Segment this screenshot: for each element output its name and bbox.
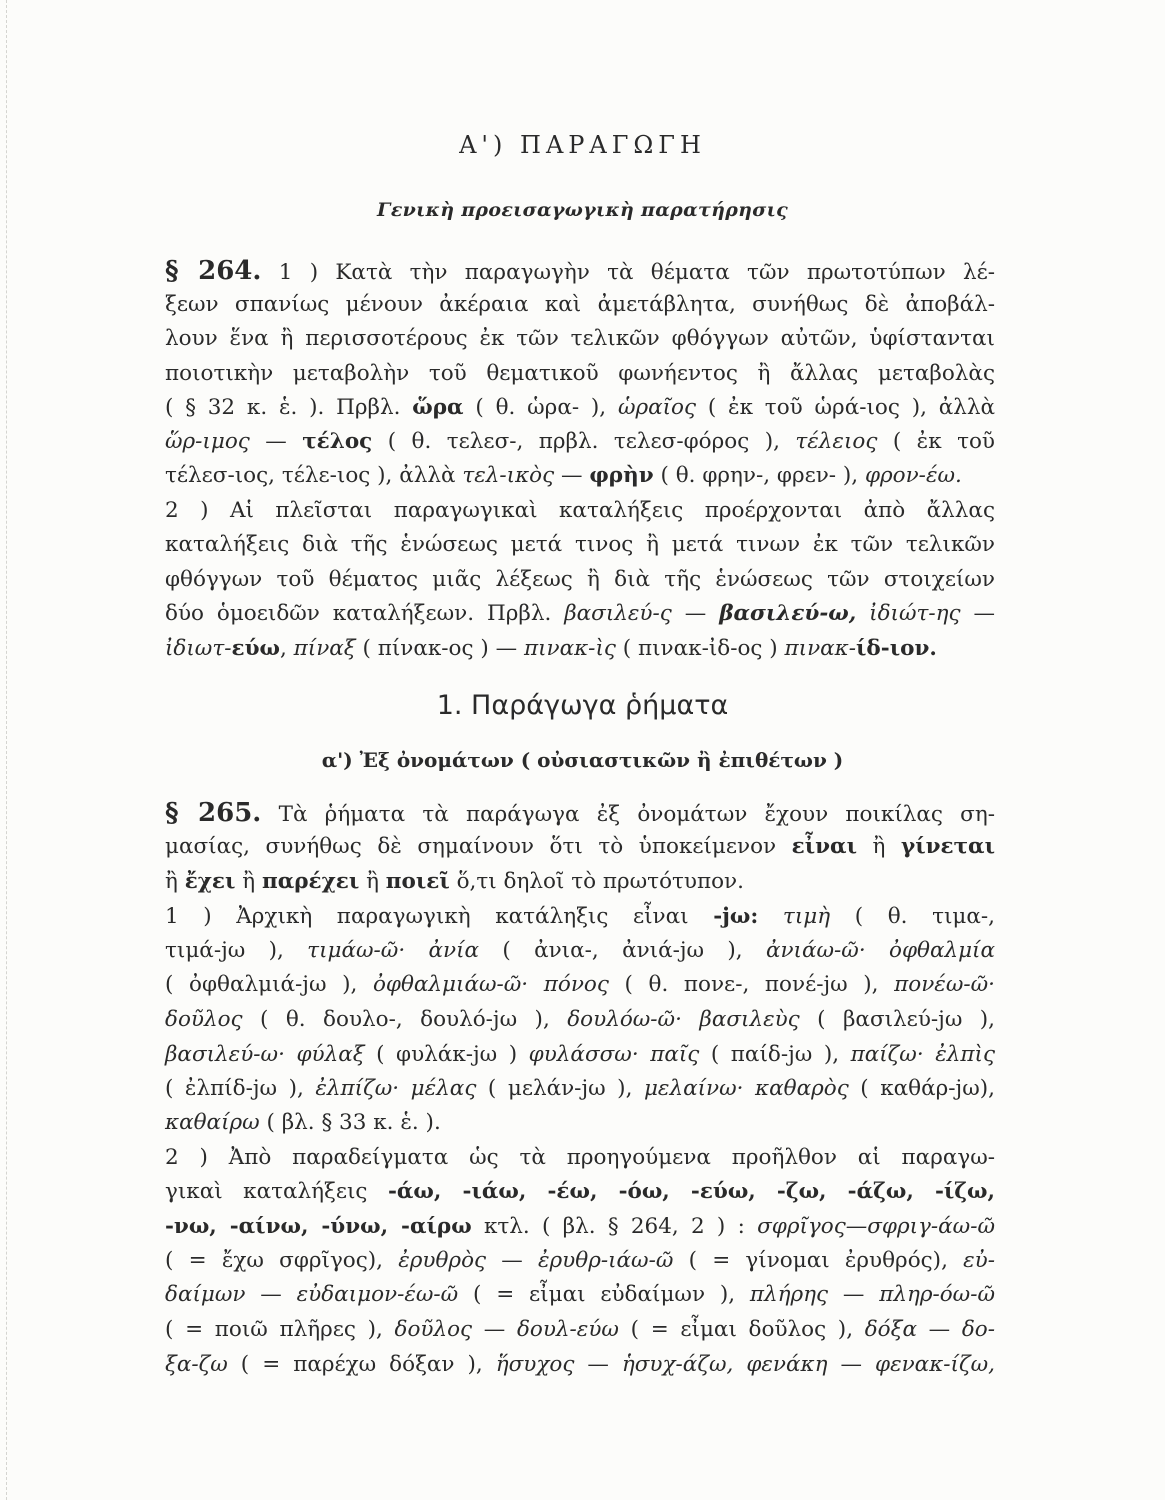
text-span [866,938,889,963]
text-span: ἢ [165,869,185,894]
text-span: ( = ἔχω σφρῖγος), [165,1248,399,1273]
text-span: ( θ. τελεσ-, πρβλ. τελεσ-φόρος ), [372,429,796,454]
text-span: ( ἐλπίδ-jω ), [165,1076,316,1101]
text-span: ( καθάρ-jω), [848,1076,995,1101]
italic-term: σφρῖγος—σφριγ-άω-ῶ [757,1214,996,1239]
text-span: ἢ [857,834,901,859]
italic-term: δουλ-εύω [516,1317,619,1342]
text-span: ( = γίνομαι ἐρυθρός), [673,1248,964,1273]
text-span: ( = εἶμαι δοῦλος ), [618,1317,865,1342]
text-line [165,632,995,666]
text-span: — [249,429,303,454]
text-line: ξεων σπανίως μένουν ἀκέραια καὶ ἀμετάβλητα, συνήθως δὲ ἀποβάλ- [165,292,995,317]
text-line: φθόγγων τοῦ θέματος μιᾶς λέξεως ἢ διὰ τῆς ἑνώσεως τῶν στοιχείων [165,567,995,592]
subsection-title: α') Ἐξ ὀνομάτων ( οὐσιαστικῶν ἢ ἐπιθέτων ) [321,748,844,772]
chapter-subheading: Γενικὴ προεισαγωγικὴ παρατήρησις [377,199,788,221]
text-line [165,1106,995,1140]
text-line [165,1348,995,1382]
text-span: ( βλ. § 33 κ. ἑ. ). [259,1110,441,1135]
italic-term: καθαίρω [165,1110,260,1135]
text-span: ( § 32 κ. ἑ. ). Πρβλ. [165,395,413,420]
bold-term: φρὴν [589,463,654,488]
bold-term: -νω, -αίνω, -ύνω, -αίρω [165,1214,472,1239]
italic-term: τιμὴ [782,904,831,929]
text-line [165,425,995,459]
text-line [165,1278,995,1312]
italic-term: τελ-ικὸς [462,463,555,488]
text-line [165,1210,995,1244]
text-span: ἢ [359,869,386,894]
text-span: — [245,1282,297,1307]
text-span: — [916,1317,962,1342]
text-span [856,601,869,626]
italic-term: ἰδιώτ-ης [869,601,961,626]
text-span: ἢ [235,869,262,894]
italic-term: τέλειος [795,429,878,454]
italic-term: ὀφθαλμιάω-ῶ· [372,972,529,997]
text-span: 1 ) Ἀρχικὴ παραγωγικὴ κατάληξις εἶναι [165,904,714,929]
italic-term: δοῦλος [165,1007,243,1032]
text-span [285,1042,297,1067]
text-span: — [574,1352,622,1377]
bold-term: ἔχει [184,869,236,894]
text-line [165,1003,995,1037]
text-span: ( θ. ὡρα- ), [463,395,618,420]
bold-term: τέλος [302,429,373,454]
italic-term: ὡραῖος [617,395,697,420]
text-line [165,900,995,934]
italic-term: φενάκη [746,1352,828,1377]
text-span: ( θ. δουλο-, δουλό-jω ), [242,1007,568,1032]
text-span: — [827,1352,876,1377]
text-span: ( πινακ-ἰδ-ος ) [615,636,785,661]
text-span [399,1076,411,1101]
text-line [165,391,995,425]
bold-term: εἶναι [791,834,857,859]
text-span [733,1352,746,1377]
italic-term: δο- [961,1317,995,1342]
text-line [165,1175,995,1209]
italic-term: παῖς [650,1042,700,1067]
italic-term: πινακ- [784,636,857,661]
italic-term: τιμάω-ῶ· [307,938,406,963]
text-span [758,904,783,929]
text-span [639,1042,651,1067]
bold-term: παρέχει [261,869,360,894]
italic-term: καθαρὸς [755,1076,849,1101]
italic-term: βασιλεύ-ω· [165,1042,285,1067]
italic-term: φενακ-ίζω, [875,1352,996,1377]
italic-term: εὐ- [963,1248,995,1273]
text-line: ποιοτικὴν μεταβολὴν τοῦ θεματικοῦ φωνήεντος ἢ ἄλλας μεταβολὰς [165,361,995,386]
text-span: 1 ) Κατὰ τὴν παραγωγὴν τὰ θέματα τῶν πρωτοτύπων λέ- [261,260,995,285]
text-span: ( παίδ-jω ), [699,1042,851,1067]
text-span: ( φυλάκ-jω ) [364,1042,529,1067]
italic-term: πόνος [543,972,609,997]
bold-term: γίνεται [901,834,995,859]
text-span: , [279,636,294,661]
italic-term: δοῦλος [394,1317,473,1342]
italic-term: ἐρυθρὸς [398,1248,487,1273]
text-span: Τὰ ῥήματα τὰ παράγωγα ἐξ ὀνομάτων ἔχουν ποικίλας ση- [261,802,995,827]
italic-term: βασιλεύ-ς [564,601,672,626]
section-title: 1. Παράγωγα ῥήματα [436,690,729,721]
text-line [165,830,995,864]
text-span [924,1042,936,1067]
text-line: 2 ) Ἀπὸ παραδείγματα ὡς τὰ προηγούμενα προῆλθον αἱ παραγω- [165,1145,995,1170]
bold-term: ὥρα [412,395,464,420]
text-span: — [472,1317,517,1342]
text-span: ὅ,τι δηλοῖ τὸ πρωτότυπον. [449,869,744,894]
text-span: — [486,1248,538,1273]
italic-term: ἐλπὶς [935,1042,995,1067]
text-span: ( = εἶμαι εὐδαίμων ), [458,1282,750,1307]
italic-term: ὀφθαλμία [889,938,996,963]
bold-term: ίδ-ιον. [856,636,937,661]
text-line [165,1313,995,1347]
text-line [165,1072,995,1106]
text-line [165,254,995,288]
text-line [165,459,995,493]
italic-term: ἡσυχ-άζω, [621,1352,734,1377]
text-span: κτλ. ( βλ. § 264, 2 ) : [471,1214,758,1239]
text-line [165,934,995,968]
text-line [165,968,995,1002]
italic-term: ἀνιάω-ῶ· [765,938,866,963]
italic-term: μελαίνω· [643,1076,744,1101]
italic-term: βασιλεὺς [699,1007,800,1032]
italic-term: πίναξ [293,636,356,661]
italic-term: πινακ-ὶς [523,636,616,661]
italic-term: ἥσυχος [495,1352,575,1377]
text-line [165,597,995,631]
italic-term: μέλας [410,1076,477,1101]
text-span [743,1076,755,1101]
text-line [165,865,995,899]
bold-term: βασιλεύ-ω, [719,601,857,626]
text-span: ( ὀφθαλμιά-jω ), [165,972,373,997]
italic-term: πονέω-ῶ· [894,972,995,997]
text-span: ( θ. φρην-, φρεν- ), [653,463,865,488]
italic-term: παίζω· [850,1042,924,1067]
text-span [405,938,428,963]
italic-term: δουλόω-ῶ· [567,1007,682,1032]
italic-term: πλήρης [749,1282,829,1307]
text-span [528,972,544,997]
text-span: δύο ὁμοειδῶν καταλήξεων. Πρβλ. [165,601,565,626]
text-span: τιμά-jω ), [165,938,308,963]
text-span: ( πίνακ-ος ) — [355,636,524,661]
section-number: § 264. [165,256,262,286]
text-span: — [554,463,590,488]
text-span: — [671,601,720,626]
text-span: ( ἐκ τοῦ ὡρά-ιος ), ἀλλὰ [696,395,996,420]
italic-term: φύλαξ [296,1042,365,1067]
text-span: ( ἀνια-, ἀνιά-jω ), [479,938,766,963]
text-span: ( = ποιῶ πλῆρες ), [165,1317,395,1342]
text-line: καταλήξεις διὰ τῆς ἑνώσεως μετά τινος ἢ μετά τινων ἐκ τῶν τελικῶν [165,532,995,557]
italic-term: εὐδαιμον-έω-ῶ [296,1282,459,1307]
text-span: ( μελάν-jω ), [476,1076,644,1101]
text-span: ( θ. τιμα-, [830,904,995,929]
text-span: — [828,1282,880,1307]
text-line [165,796,995,830]
bold-term: εύω [231,636,280,661]
italic-term: πληρ-όω-ῶ [879,1282,996,1307]
italic-term: ἰδιωτ- [165,636,232,661]
italic-term: δόξα [864,1317,917,1342]
italic-term: φυλάσσω· [528,1042,639,1067]
text-span: ( = παρέχω δόξαν ), [227,1352,496,1377]
text-span [682,1007,699,1032]
text-span: γικαὶ καταλήξεις [165,1179,388,1204]
italic-term: φρον-έω. [864,463,962,488]
text-span: ( θ. πονε-, πονέ-jω ), [608,972,895,997]
italic-term: ἐρυθρ-ιάω-ῶ [538,1248,674,1273]
italic-term: ἐλπίζω· [315,1076,400,1101]
bold-term: ποιεῖ [385,869,450,894]
text-line [165,1244,995,1278]
italic-term: ὥρ-ιμος [165,429,250,454]
text-span: τέλεσ-ιος, τέλε-ιος ), ἀλλὰ [165,463,463,488]
text-span: — [960,601,996,626]
text-line [165,1038,995,1072]
text-line: λουν ἕνα ἢ περισσοτέρους ἐκ τῶν τελικῶν φθόγγων αὐτῶν, ὑφίστανται [165,326,995,351]
italic-term: δαίμων [165,1282,246,1307]
section-number: § 265. [165,798,262,828]
text-span: ( βασιλεύ-jω ), [799,1007,996,1032]
bold-term: -jω: [713,904,759,929]
chapter-heading: Α') ΠΑΡΑΓΩΓΗ [459,131,706,159]
text-span: μασίας, συνήθως δὲ σημαίνουν ὅτι τὸ ὑποκείμενον [165,834,792,859]
text-line: 2 ) Αἱ πλεῖσται παραγωγικαὶ καταλήξεις προέρχονται ἀπὸ ἄλλας [165,498,995,523]
bold-term: -άω, -ιάω, -έω, -όω, -εύω, -ζω, -άζω, -ίζω, [387,1179,995,1204]
italic-term: ἀνία [428,938,480,963]
text-span: ( ἐκ τοῦ [877,429,995,454]
italic-term: ξα-ζω [165,1352,228,1377]
